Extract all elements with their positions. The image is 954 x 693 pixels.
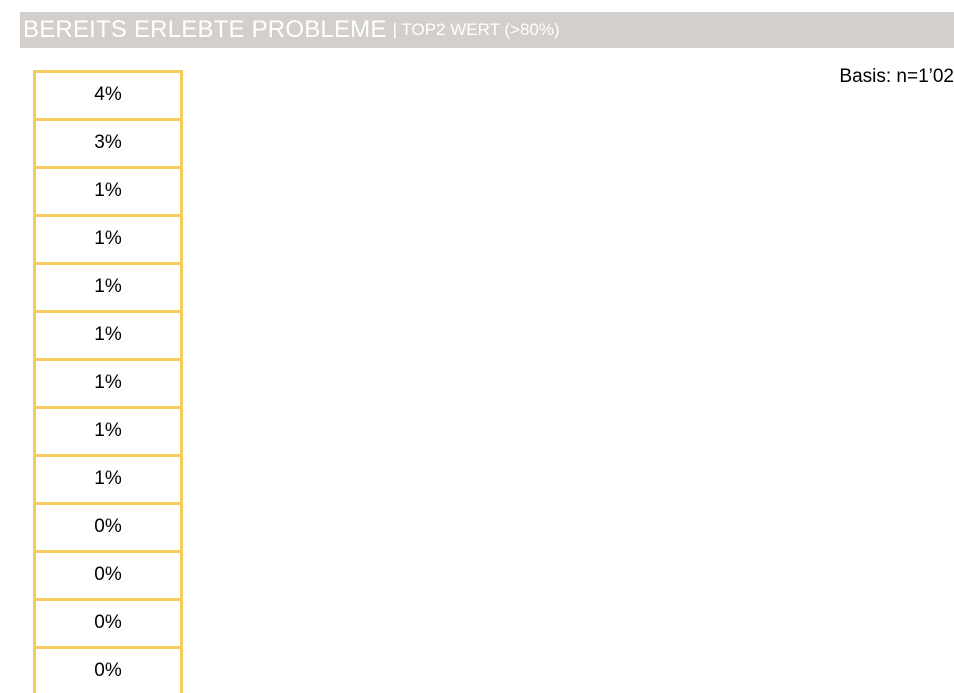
- row-divider: [33, 262, 183, 265]
- value-cell: 0%: [94, 516, 122, 537]
- value-cell: 4%: [94, 84, 122, 105]
- value-cell: 1%: [94, 180, 122, 201]
- row-divider: [33, 214, 183, 217]
- row-divider: [33, 646, 183, 649]
- row-divider: [33, 406, 183, 409]
- row-divider: [33, 598, 183, 601]
- value-column: [33, 70, 183, 693]
- row-divider: [33, 454, 183, 457]
- value-cell: 1%: [94, 228, 122, 249]
- value-cell: 1%: [94, 420, 122, 441]
- row-divider: [33, 550, 183, 553]
- value-cell: 1%: [94, 372, 122, 393]
- row-divider: [33, 118, 183, 121]
- row-divider: [33, 70, 183, 73]
- value-cell: 1%: [94, 276, 122, 297]
- value-cell: 3%: [94, 132, 122, 153]
- value-cell: 1%: [94, 468, 122, 489]
- row-divider: [33, 502, 183, 505]
- row-divider: [33, 358, 183, 361]
- chart-title: BEREITS ERLEBTE PROBLEME: [23, 16, 387, 43]
- value-cell: 0%: [94, 564, 122, 585]
- chart-subtitle: | TOP2 WERT (>80%): [392, 20, 560, 39]
- value-cell: 1%: [94, 324, 122, 345]
- row-divider: [33, 166, 183, 169]
- basis-note: Basis: n=1’02: [839, 66, 954, 87]
- row-divider: [33, 310, 183, 313]
- value-cell: 0%: [94, 612, 122, 633]
- title-bar: [20, 12, 954, 48]
- value-cell: 0%: [94, 660, 122, 681]
